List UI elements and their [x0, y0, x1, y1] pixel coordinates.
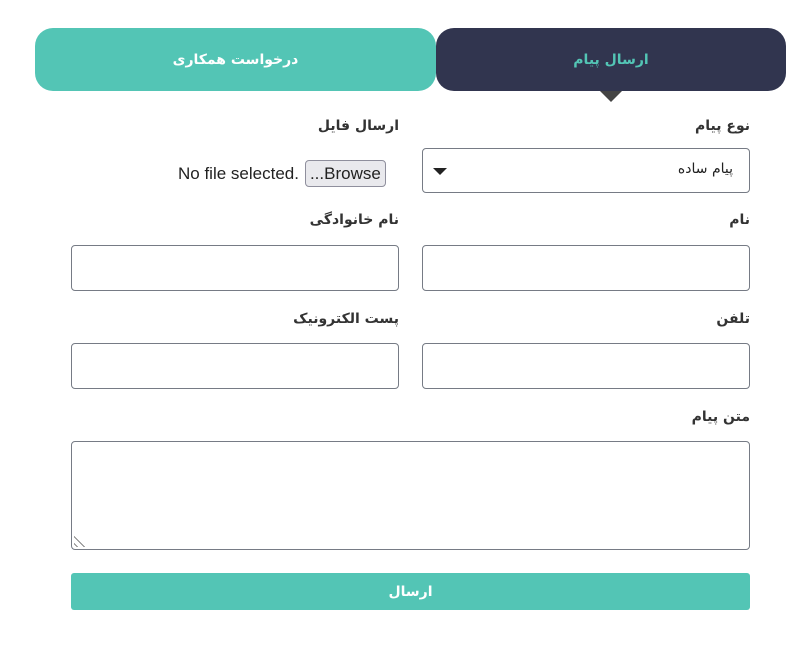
last-name-label: نام خانوادگی [309, 212, 399, 228]
phone-label: تلفن [716, 311, 750, 327]
message-type-selected-value: پیام ساده [677, 161, 733, 177]
submit-button-label: ارسال [388, 583, 433, 600]
message-body-label: متن پیام [691, 409, 750, 425]
tab-send-message-label: ارسال پیام [573, 51, 649, 68]
email-label: پست الکترونیک [293, 311, 399, 327]
first-name-input[interactable] [422, 245, 750, 291]
browse-button[interactable]: ...Browse [305, 160, 386, 187]
tab-send-message[interactable] [436, 28, 786, 91]
first-name-label: نام [729, 212, 750, 228]
message-type-label: نوع پیام [695, 118, 750, 134]
active-tab-pointer-icon [600, 91, 622, 102]
message-body-textarea[interactable] [71, 441, 750, 550]
last-name-input[interactable] [71, 245, 399, 291]
message-type-select[interactable] [422, 148, 750, 193]
resize-handle-icon[interactable] [74, 531, 90, 547]
submit-button[interactable] [71, 573, 750, 610]
tab-collaboration-label: درخواست همکاری [172, 51, 299, 68]
email-input[interactable] [71, 343, 399, 389]
file-upload-field[interactable] [178, 160, 386, 187]
tab-collaboration-request[interactable] [35, 28, 436, 91]
phone-input[interactable] [422, 343, 750, 389]
chevron-down-icon [433, 168, 447, 175]
file-upload-label: ارسال فایل [317, 118, 399, 134]
file-upload-status: No file selected. [178, 163, 299, 183]
